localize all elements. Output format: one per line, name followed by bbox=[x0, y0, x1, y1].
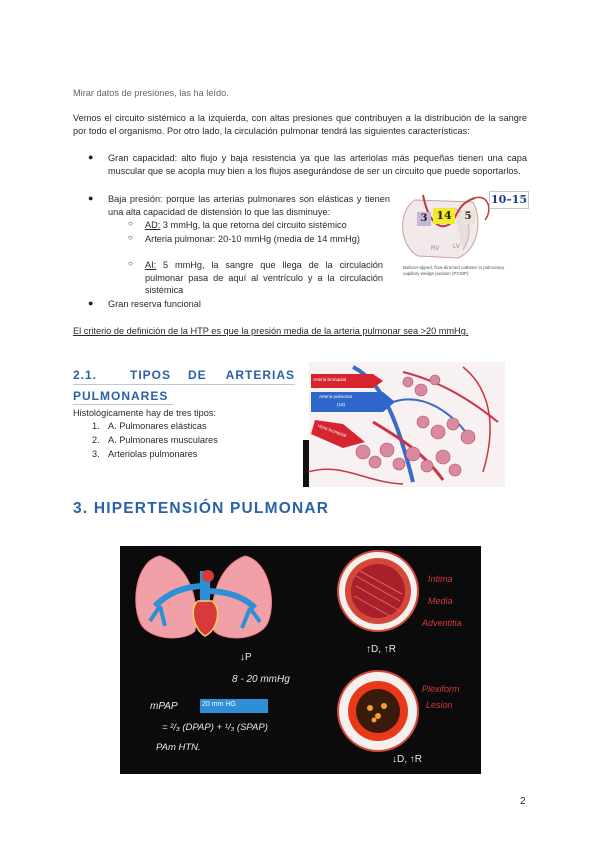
sub-bullet-circle: ○ bbox=[128, 259, 133, 268]
pulmonary-vessels-figure bbox=[303, 362, 505, 487]
board-label-plexiform: Plexiform bbox=[422, 684, 460, 694]
left-atrium-pressure-box: 5 bbox=[461, 210, 475, 224]
board-label-adventitia: Adventitia bbox=[422, 618, 462, 628]
sub-ai: AI: 5 mmHg, la sangre que llega de la circulación pulmonar pasa de aquí al ventrículo y a la circulación sistémica bbox=[145, 260, 383, 296]
board-label-intima: Intima bbox=[428, 574, 453, 584]
board-label-media: Media bbox=[428, 596, 453, 606]
label-vena-bronquial: Vena bronquial bbox=[317, 423, 347, 438]
section-divider bbox=[73, 404, 174, 405]
label-arteria-bronquial: Arteria bronquial bbox=[313, 377, 347, 382]
list-num-3: 3. bbox=[92, 449, 100, 459]
note-top: Mirar datos de presiones, las ha leído. bbox=[73, 88, 229, 98]
label-arteria-pulmonar: Arteria pulmonar bbox=[319, 394, 353, 399]
bullet-gran-reserva: Gran reserva funcional bbox=[108, 299, 201, 309]
bullet-dot: ● bbox=[88, 298, 94, 308]
svg-text:LV: LV bbox=[453, 244, 460, 250]
bullet-dot: ● bbox=[88, 152, 94, 162]
wedge-pressure-box: 10–15 bbox=[489, 191, 529, 209]
intro-paragraph: Vemos el circuito sistémico a la izquierda, con altas presiones que contribuyen a la distribución de la sangre por todo el organismo. Por otro lado, la circulación pulmonar tendrá las siguientes características: bbox=[73, 113, 527, 136]
sub-arteria-pulmonar: Arteria pulmonar: 20-10 mmHg (media de 14 mmHg) bbox=[145, 234, 360, 244]
section-2-1-title: 2.1. TIPOS DE ARTERIAS bbox=[73, 368, 295, 382]
label-arteria-pulmonar-num: (18) bbox=[337, 402, 346, 407]
section-3-title: 3. HIPERTENSIÓN PULMONAR bbox=[73, 500, 330, 517]
pulmonary-artery-pressure-box: 14 bbox=[433, 208, 455, 224]
board-low-pressure: ↓P bbox=[240, 652, 252, 663]
lungs-drawing bbox=[120, 546, 481, 774]
board-pressure-range: 8 - 20 mmHg bbox=[232, 674, 290, 685]
list-item-elasticas: A. Pulmonares elásticas bbox=[108, 421, 207, 431]
sub-bullet-circle: ○ bbox=[128, 233, 133, 242]
list-num-2: 2. bbox=[92, 435, 100, 445]
section-2-1-title-line2: PULMONARES bbox=[73, 389, 169, 403]
board-pam-htn: PAm HTN. bbox=[156, 742, 201, 753]
list-item-musculares: A. Pulmonares musculares bbox=[108, 435, 218, 445]
list-num-1: 1. bbox=[92, 421, 100, 431]
sub-bullet-circle: ○ bbox=[128, 219, 133, 228]
page-number: 2 bbox=[520, 796, 526, 807]
board-arrows-plexiform: ↓D, ↑R bbox=[392, 754, 422, 765]
section-divider bbox=[73, 384, 295, 385]
htp-criterio: El criterio de definición de la HTP es que la presión media de la arteria pulmonar sea >20 mmHg. bbox=[73, 326, 469, 336]
svg-text:RV: RV bbox=[431, 246, 440, 252]
sub-ad: AD: 3 mmHg, la que retorna del circuito sistémico bbox=[145, 220, 347, 230]
section-2-1-lead: Histológicamente hay de tres tipos: bbox=[73, 408, 216, 418]
bullet-baja-presion: Baja presión: porque las arterias pulmonares son elásticas y tienen una alta capacidad de distensión lo que las disminuye: bbox=[108, 194, 390, 217]
pulmonary-hypertension-board bbox=[120, 546, 481, 774]
bullet-dot: ● bbox=[88, 193, 94, 203]
bullet-gran-capacidad: Gran capacidad: alto flujo y baja resistencia ya que las arteriolas más pequeñas tienen una capa muscular que se acopla muy bien a los flujos asegurándose de ser un circuito que puede soportarlos. bbox=[108, 153, 527, 176]
heart-figure-caption: Balloon-tipped, flow-directed catheter in pulmonary capillary wedge position (PCWP) bbox=[403, 265, 505, 276]
board-formula: = ²/₃ (DPAP) + ¹/₃ (SPAP) bbox=[162, 722, 268, 733]
list-item-arteriolas: Arteriolas pulmonares bbox=[108, 449, 198, 459]
heart-catheter-figure bbox=[393, 190, 533, 280]
board-arrows-normal: ↑D, ↑R bbox=[366, 644, 396, 655]
right-atrium-pressure-box: 3 bbox=[417, 212, 431, 226]
board-label-lesion: Lesion bbox=[426, 700, 453, 710]
board-mpap: mPAP bbox=[150, 701, 178, 712]
board-blue-box-label: 20 mm HG bbox=[202, 701, 236, 708]
